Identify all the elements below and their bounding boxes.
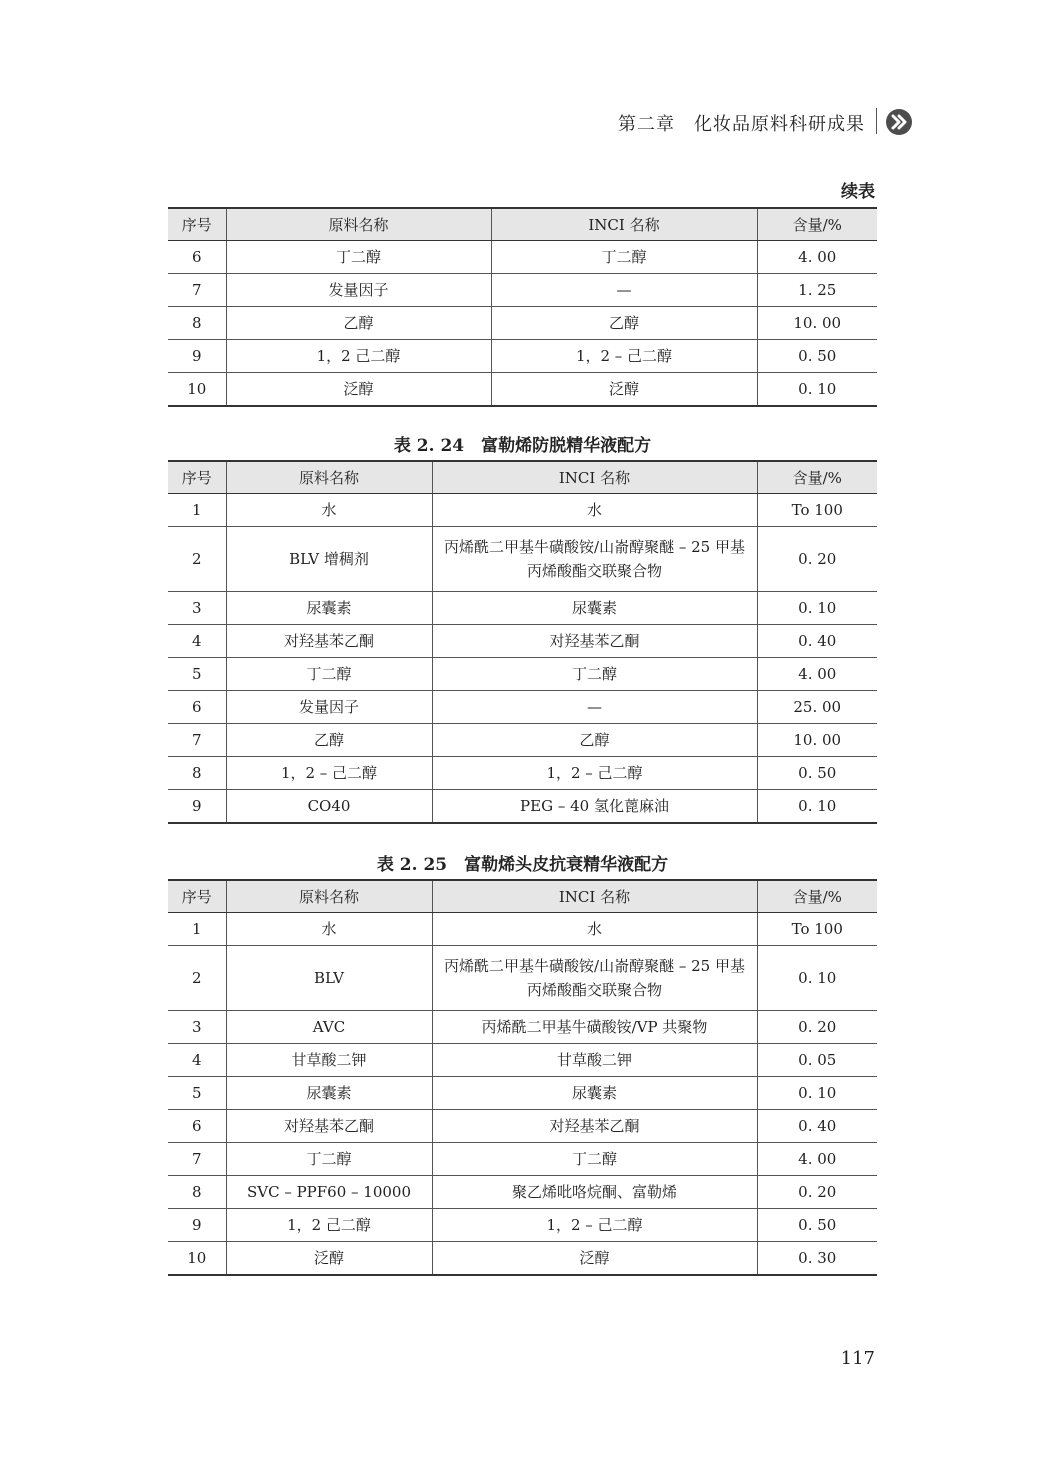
table-cell: —	[432, 691, 757, 724]
table-cell: BLV 增稠剂	[226, 527, 432, 592]
table-cell: 9	[168, 790, 226, 824]
table-cell: 0. 10	[757, 592, 877, 625]
table-cell: To 100	[757, 913, 877, 946]
table-cell: 乙醇	[432, 724, 757, 757]
table-cell: 0. 40	[757, 1110, 877, 1143]
table-row	[168, 241, 877, 274]
table-cell: 1	[191, 920, 202, 938]
double-chevron-right-icon	[886, 109, 912, 135]
running-header	[0, 106, 1045, 138]
table-cell: 1，2 – 己二醇	[226, 757, 432, 790]
column-header: INCI 名称	[491, 208, 757, 241]
table-row	[168, 1011, 877, 1044]
table-cell: 尿囊素	[226, 1077, 432, 1110]
table-cell: 聚乙烯吡咯烷酮、富勒烯	[432, 1176, 757, 1209]
table-cell: 0. 50	[757, 757, 877, 790]
table-cell: 9	[168, 340, 226, 373]
table-cell: —	[491, 274, 757, 307]
table-cell: 泛醇	[226, 373, 491, 407]
header-divider	[876, 108, 877, 134]
table-cell: 0. 20	[757, 1176, 877, 1209]
table-row	[168, 307, 877, 340]
table-row	[168, 1077, 877, 1110]
table-cell: SVC – PPF60 – 10000	[226, 1176, 432, 1209]
table-scalp-anti-aging-serum	[168, 879, 877, 1276]
table-cell: 10. 00	[757, 307, 877, 340]
table-row	[168, 1176, 877, 1209]
table-cell: 乙醇	[491, 307, 757, 340]
table-row	[168, 724, 877, 757]
column-header: 原料名称	[226, 208, 491, 241]
table-cell: 泛醇	[226, 1242, 432, 1276]
table-header-row	[168, 880, 877, 913]
table-cell: 0. 10	[757, 946, 877, 1011]
table-cell: 丙烯酰二甲基牛磺酸铵/VP 共聚物	[432, 1011, 757, 1044]
column-header: 含量/%	[757, 880, 877, 913]
table-cell: 4. 00	[757, 241, 877, 274]
table-cell: 丙烯酰二甲基牛磺酸铵/山嵛醇聚醚 – 25 甲基丙烯酸酯交联聚合物	[432, 946, 757, 1011]
table-cell: 乙醇	[226, 307, 491, 340]
table-cell: 甘草酸二钾	[226, 1044, 432, 1077]
table-row	[168, 1242, 877, 1276]
table-row	[168, 1209, 877, 1242]
table-cell: 6	[191, 248, 202, 266]
table-row	[168, 946, 877, 1011]
table-row	[168, 790, 877, 824]
table-cell: 4	[168, 625, 226, 658]
table-cell: 8	[168, 307, 226, 340]
table-cell: 0. 10	[757, 790, 877, 824]
table-cell: 尿囊素	[226, 592, 432, 625]
table-cell: 5	[168, 658, 226, 691]
table-caption: 表 2. 25 富勒烯头皮抗衰精华液配方	[376, 855, 669, 875]
table-cell: PEG – 40 氢化蓖麻油	[432, 790, 757, 824]
table-cell: 25. 00	[757, 691, 877, 724]
column-header: INCI 名称	[432, 880, 757, 913]
table-cell: 0. 30	[757, 1242, 877, 1276]
table-cell: 1，2 – 己二醇	[491, 340, 757, 373]
table-cell: 2	[168, 946, 226, 1011]
table-cell: 0. 10	[757, 1077, 877, 1110]
table-cell: 7	[168, 724, 226, 757]
column-header: 原料名称	[226, 880, 432, 913]
column-header: 含量/%	[757, 208, 877, 241]
table-cell: 5	[168, 1077, 226, 1110]
table-cell: 7	[168, 274, 226, 307]
table-row	[168, 527, 877, 592]
table-cell: 水	[432, 913, 757, 946]
table-row	[168, 373, 877, 407]
table-cell: 尿囊素	[432, 1077, 757, 1110]
table-cell: 1，2 己二醇	[226, 340, 491, 373]
table-cell: 10. 00	[757, 724, 877, 757]
table-caption: 表 2. 24 富勒烯防脱精华液配方	[393, 436, 652, 456]
table-cell: 甘草酸二钾	[432, 1044, 757, 1077]
table-cell: 1，2 – 己二醇	[432, 757, 757, 790]
table-row	[168, 1044, 877, 1077]
table-cell: 1，2 – 己二醇	[432, 1209, 757, 1242]
table-cell: 丙烯酰二甲基牛磺酸铵/山嵛醇聚醚 – 25 甲基丙烯酸酯交联聚合物	[432, 527, 757, 592]
table-header-row	[168, 461, 877, 494]
table-cell: 7	[168, 1143, 226, 1176]
table-cell: 对羟基苯乙酮	[432, 1110, 757, 1143]
table-cell: 6	[168, 1110, 226, 1143]
table-cell: 丁二醇	[491, 241, 757, 274]
table-cell: 泛醇	[432, 1242, 757, 1276]
table-cell: BLV	[226, 946, 432, 1011]
table-row	[168, 592, 877, 625]
table-cell: 丁二醇	[226, 1143, 432, 1176]
table-row	[168, 658, 877, 691]
table-cell: 对羟基苯乙酮	[226, 1110, 432, 1143]
table-cell: 发量因子	[226, 691, 432, 724]
table-cell: 乙醇	[226, 724, 432, 757]
table-row	[168, 625, 877, 658]
table-cell: AVC	[226, 1011, 432, 1044]
table-cell: 1	[191, 501, 202, 519]
table-cell: 4	[168, 1044, 226, 1077]
table-row	[168, 691, 877, 724]
table-cell: 10	[168, 373, 226, 407]
table-cell: 9	[168, 1209, 226, 1242]
table-cell: 水	[226, 494, 432, 527]
table-cell: CO40	[226, 790, 432, 824]
table-row	[168, 913, 877, 946]
table-row	[168, 757, 877, 790]
table-row	[168, 274, 877, 307]
table-cell: 0. 10	[757, 373, 877, 407]
table-cell: 4. 00	[757, 1143, 877, 1176]
table-cell: 丁二醇	[432, 1143, 757, 1176]
table-cell: 水	[226, 913, 432, 946]
column-header: 原料名称	[226, 461, 432, 494]
table-cell: 1. 25	[757, 274, 877, 307]
table-cell: 2	[168, 527, 226, 592]
table-cell: 水	[432, 494, 757, 527]
table-cell: 8	[168, 757, 226, 790]
table-cell: To 100	[757, 494, 877, 527]
column-header: 序号	[168, 461, 226, 494]
table-cell: 0. 40	[757, 625, 877, 658]
table-cell: 丁二醇	[226, 241, 491, 274]
column-header: INCI 名称	[432, 461, 757, 494]
table-cell: 0. 20	[757, 527, 877, 592]
table-cell: 0. 20	[757, 1011, 877, 1044]
continued-label: 续表	[841, 182, 875, 202]
table-cell: 0. 50	[757, 1209, 877, 1242]
table-cell: 3	[168, 592, 226, 625]
table-cell: 尿囊素	[432, 592, 757, 625]
table-cell: 丁二醇	[226, 658, 432, 691]
table-cell: 对羟基苯乙酮	[432, 625, 757, 658]
chapter-title: 第二章 化妆品原料科研成果	[618, 114, 865, 135]
column-header: 含量/%	[757, 461, 877, 494]
table-cell: 对羟基苯乙酮	[226, 625, 432, 658]
table-row	[168, 1110, 877, 1143]
table-row	[168, 340, 877, 373]
table-cell: 1，2 己二醇	[226, 1209, 432, 1242]
page-number: 117	[840, 1348, 875, 1369]
table-cell: 发量因子	[226, 274, 491, 307]
table-cell: 6	[168, 691, 226, 724]
table-cell: 3	[168, 1011, 226, 1044]
table-cell: 0. 05	[757, 1044, 877, 1077]
table-cell: 泛醇	[491, 373, 757, 407]
table-anti-hair-loss-serum	[168, 460, 877, 824]
table-row	[168, 494, 877, 527]
table-row	[168, 1143, 877, 1176]
table-header-row	[168, 208, 877, 241]
table-cell: 8	[168, 1176, 226, 1209]
table-continued	[168, 207, 877, 407]
column-header: 序号	[168, 208, 226, 241]
table-cell: 0. 50	[757, 340, 877, 373]
table-cell: 丁二醇	[432, 658, 757, 691]
table-cell: 10	[168, 1242, 226, 1276]
table-cell: 4. 00	[757, 658, 877, 691]
column-header: 序号	[168, 880, 226, 913]
